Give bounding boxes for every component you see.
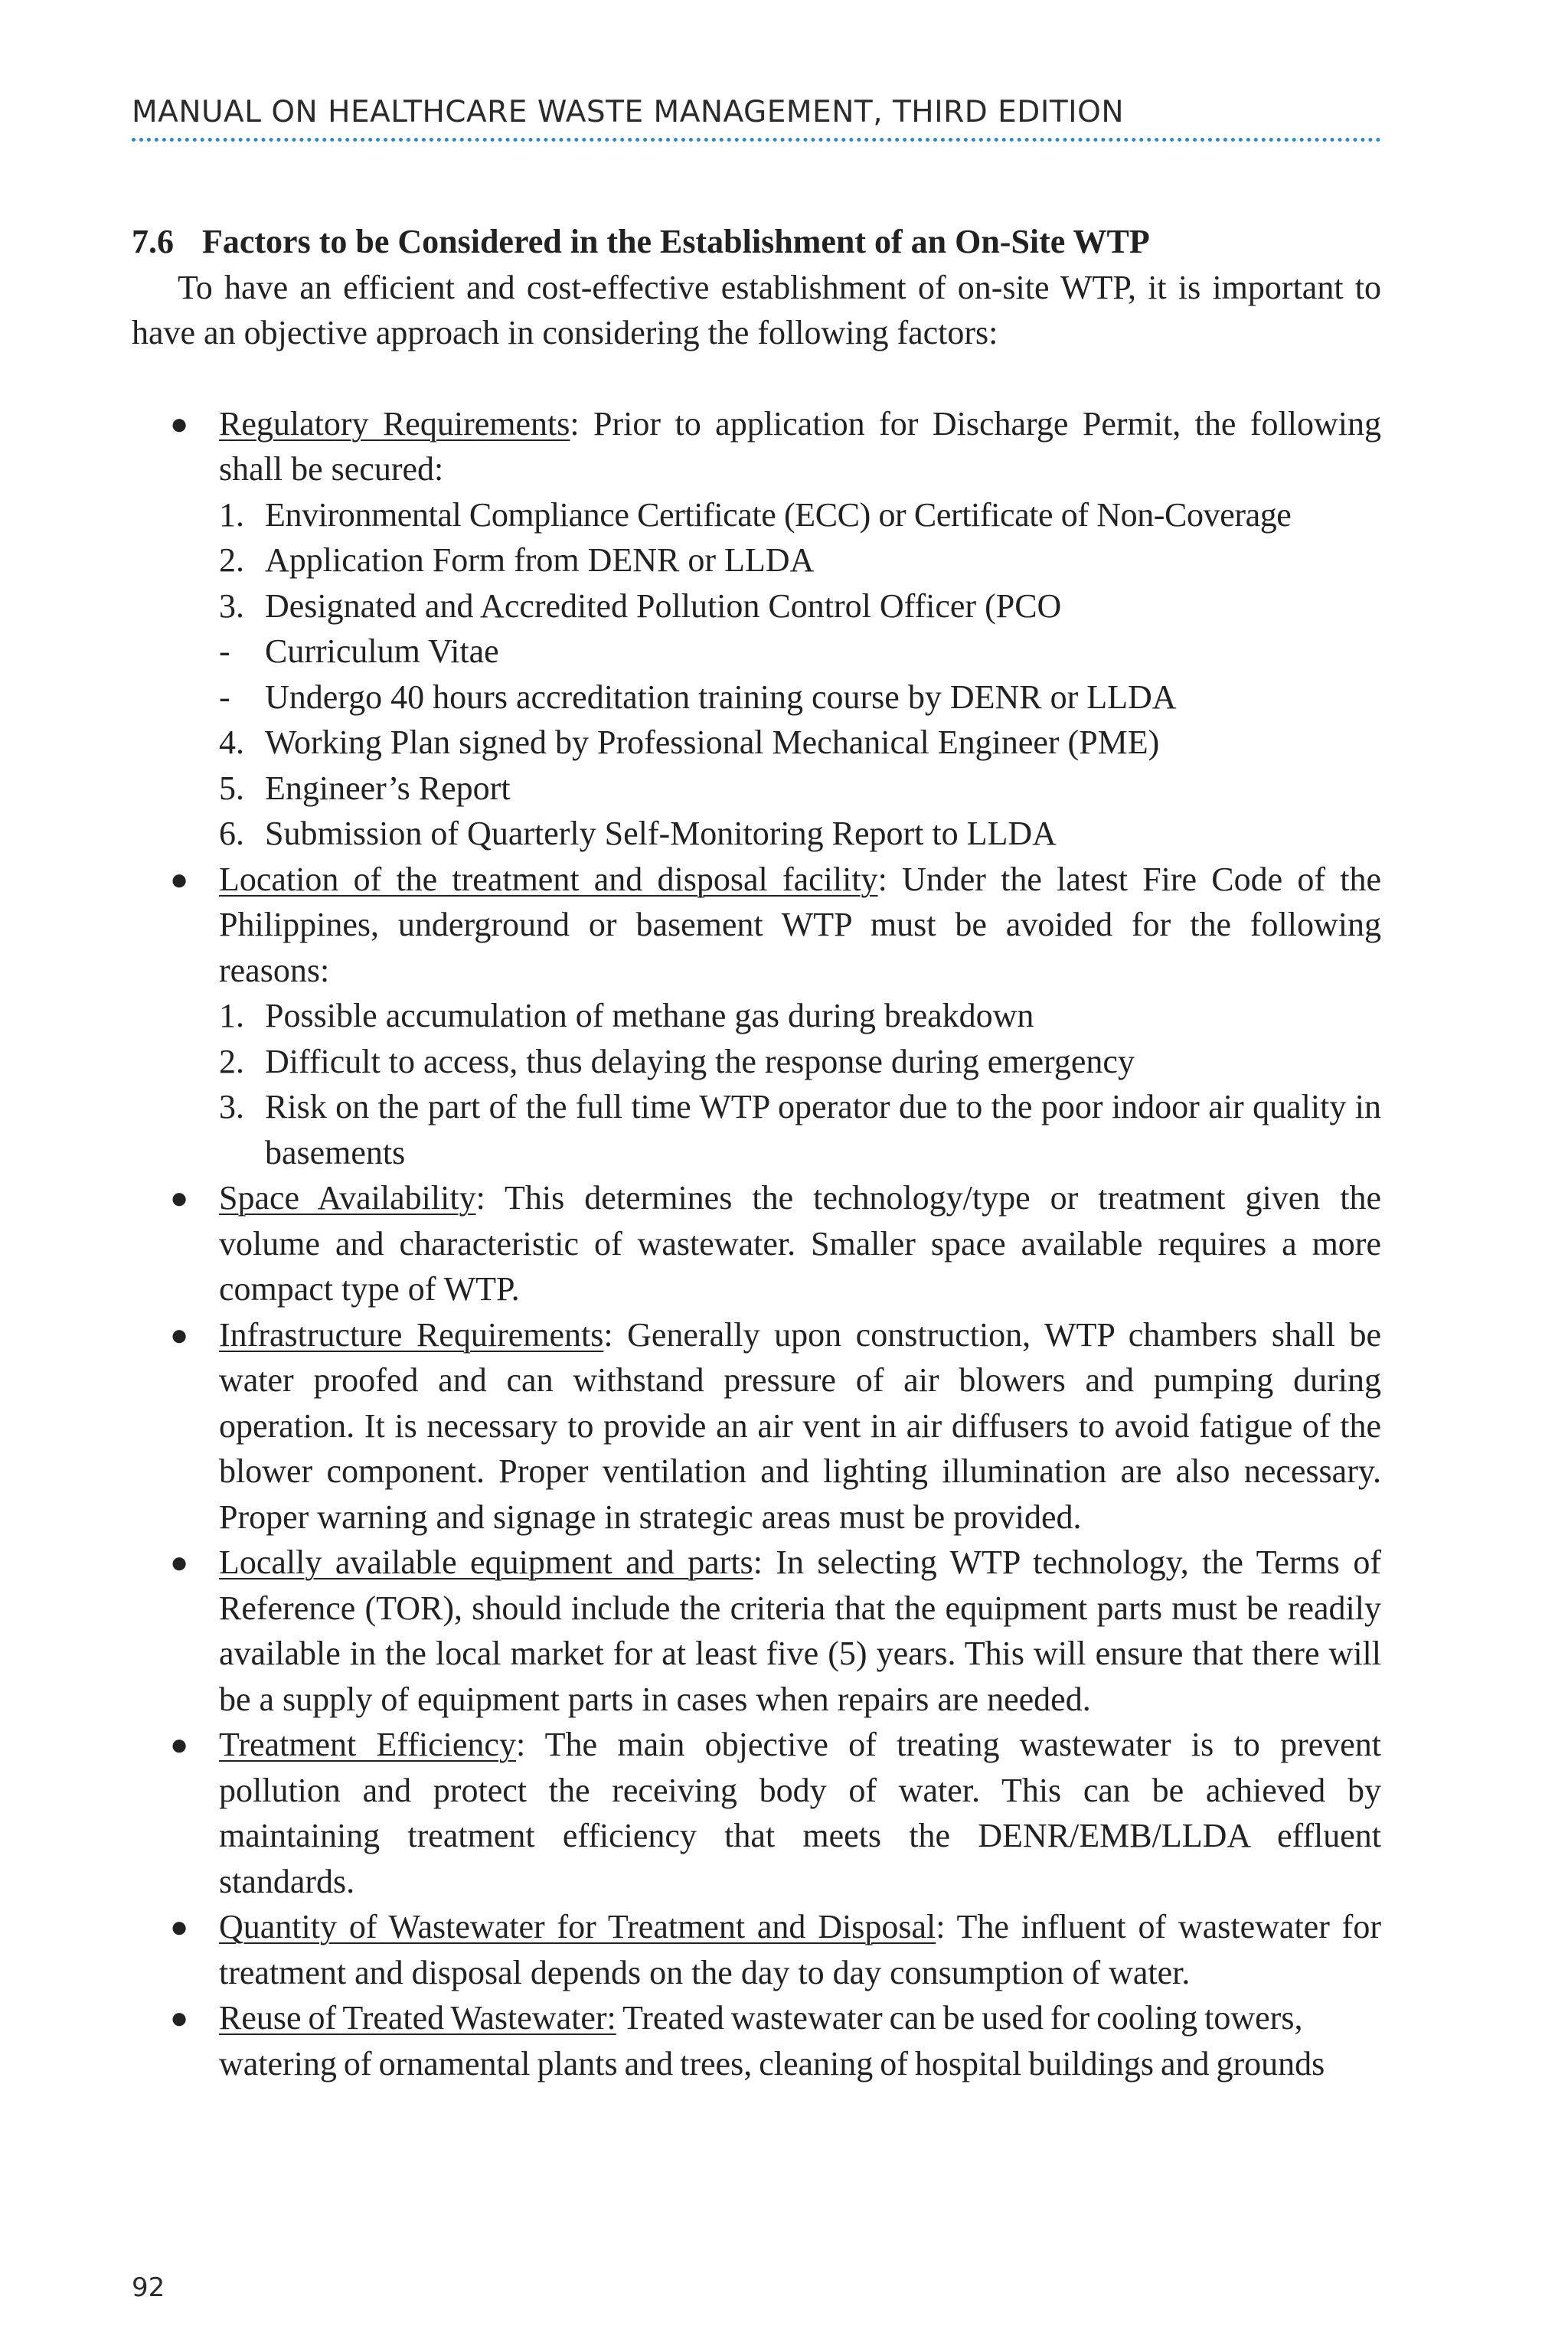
factor-text xyxy=(219,857,1381,994)
sub-text: Difficult to access, thus delaying the response during emergency xyxy=(265,1042,1135,1080)
factor-term: Infrastructure Requirements xyxy=(219,1315,604,1354)
page-content xyxy=(132,219,1381,2086)
sub-text: Possible accumulation of methane gas during breakdown xyxy=(265,997,1034,1034)
factor-term: Location of the treatment and disposal facility xyxy=(219,860,878,898)
bullet-icon: ● xyxy=(170,406,189,441)
factor-description: : Under the latest Fire Code of the Philippines, underground or basement WTP must be avoided for the following reasons: xyxy=(219,860,1381,989)
sub-marker: 2. xyxy=(219,1042,244,1080)
sub-item xyxy=(219,1084,1381,1175)
factor-description: : Prior to application for Discharge Permit, the following shall be secured: xyxy=(219,404,1381,488)
factor-term: Treatment Efficiency xyxy=(219,1726,516,1763)
factor-term: Space Availability xyxy=(219,1179,476,1217)
section-heading xyxy=(132,219,1381,265)
running-header: MANUAL ON HEALTHCARE WASTE MANAGEMENT, THIRD EDITION xyxy=(132,95,1125,129)
sub-item xyxy=(219,811,1381,857)
sub-item xyxy=(219,583,1381,629)
factor-item xyxy=(132,1904,1381,1995)
factor-list xyxy=(132,401,1381,2087)
sub-marker: - xyxy=(219,632,230,670)
sub-item xyxy=(219,537,1381,583)
sub-list xyxy=(219,993,1381,1175)
factor-text xyxy=(219,1175,1381,1312)
factor-term: Reuse of Treated Wastewater: xyxy=(219,1999,616,2037)
factor-description: : This determines the technology/type or treatment given the volume and characteristic of wastewater. Smaller space available requires a more compact type of WTP. xyxy=(219,1179,1382,1308)
sub-item xyxy=(219,629,1381,675)
factor-text xyxy=(219,1904,1381,1995)
sub-text: Working Plan signed by Professional Mechanical Engineer (PME) xyxy=(265,724,1160,761)
bullet-icon: ● xyxy=(170,861,189,897)
factor-item xyxy=(132,401,1381,857)
factor-text xyxy=(219,1312,1381,1540)
sub-item xyxy=(219,492,1381,538)
factor-term: Quantity of Wastewater for Treatment and Disposal xyxy=(219,1908,936,1945)
factor-term: Regulatory Requirements xyxy=(219,404,570,443)
sub-item xyxy=(219,675,1381,720)
header-divider xyxy=(132,138,1381,142)
sub-text: Risk on the part of the full time WTP operator due to the poor indoor air quality in basements xyxy=(265,1088,1381,1171)
sub-text: Application Form from DENR or LLDA xyxy=(265,541,815,579)
bullet-icon: ● xyxy=(170,1727,189,1762)
sub-text: Engineer’s Report xyxy=(265,769,511,807)
factor-description: : The influent of wastewater for treatment and disposal depends on the day to day consumption of water. xyxy=(219,1908,1381,1991)
bullet-icon: ● xyxy=(170,1545,189,1579)
sub-item xyxy=(219,1039,1381,1085)
page-number: 92 xyxy=(132,2272,165,2303)
section-intro: To have an efficient and cost-effective establishment of on-site WTP, it is important to have an objective approach in considering the following factors: xyxy=(132,268,1381,351)
sub-text: Environmental Compliance Certificate (ECC) or Certificate of Non-Coverage xyxy=(265,495,1292,534)
sub-text: Undergo 40 hours accreditation training course by DENR or LLDA xyxy=(265,678,1177,716)
section-title: Factors to be Considered in the Establishment of an On-Site WTP xyxy=(202,223,1150,260)
sub-marker: 5. xyxy=(219,769,244,807)
factor-item xyxy=(132,857,1381,1176)
factor-description: : Generally upon construction, WTP chambers shall be water proofed and can withstand pressure of air blowers and pumping during operation. It is necessary to provide an air vent in air diffusers to avoid fatigue of the blower component. Proper ventilation and lighting illumination are also necessary. Proper warning and signage in strategic areas must be provided. xyxy=(219,1315,1381,1536)
factor-item xyxy=(132,1540,1381,1722)
sub-text: Curriculum Vitae xyxy=(265,632,499,670)
sub-marker: 2. xyxy=(219,541,244,579)
factor-text xyxy=(219,401,1381,492)
bullet-icon: ● xyxy=(170,2001,189,2035)
sub-marker: 3. xyxy=(219,1088,244,1125)
factor-text xyxy=(219,1995,1381,2086)
sub-marker: 1. xyxy=(219,495,244,534)
sub-marker: 4. xyxy=(219,724,244,761)
factor-description: : In selecting WTP technology, the Terms of Reference (TOR), should include the criteria that the equipment parts must be readily available in the local market for at least five (5) years. This will ensure that there will be a supply of equipment parts in cases when repairs are needed. xyxy=(219,1544,1381,1718)
sub-list xyxy=(219,492,1381,857)
bullet-icon: ● xyxy=(170,1181,189,1215)
factor-text xyxy=(219,1722,1381,1904)
factor-text xyxy=(219,1540,1381,1722)
sub-marker: 6. xyxy=(219,815,244,852)
factor-description: : The main objective of treating wastewater is to prevent pollution and protect the receiving body of water. This can be achieved by maintaining treatment efficiency that meets the DENR/EMB/LLDA effluent standards. xyxy=(219,1726,1381,1900)
section-number: 7.6 xyxy=(132,223,174,260)
bullet-icon: ● xyxy=(170,1909,189,1944)
sub-marker: - xyxy=(219,678,230,716)
factor-item xyxy=(132,1995,1381,2086)
sub-marker: 3. xyxy=(219,586,244,625)
sub-item xyxy=(219,993,1381,1039)
sub-item xyxy=(219,766,1381,812)
factor-term: Locally available equipment and parts xyxy=(219,1544,753,1581)
bullet-icon: ● xyxy=(170,1317,189,1352)
sub-text: Designated and Accredited Pollution Control Officer (PCO xyxy=(265,586,1062,625)
factor-item xyxy=(132,1175,1381,1312)
sub-item xyxy=(219,720,1381,766)
factor-item xyxy=(132,1722,1381,1904)
factor-description: Treated wastewater can be used for cooling towers, watering of ornamental plants and trees, cleaning of hospital buildings and grounds xyxy=(219,1999,1325,2082)
factor-item xyxy=(132,1312,1381,1540)
sub-marker: 1. xyxy=(219,997,244,1034)
sub-text: Submission of Quarterly Self-Monitoring Report to LLDA xyxy=(265,815,1057,852)
